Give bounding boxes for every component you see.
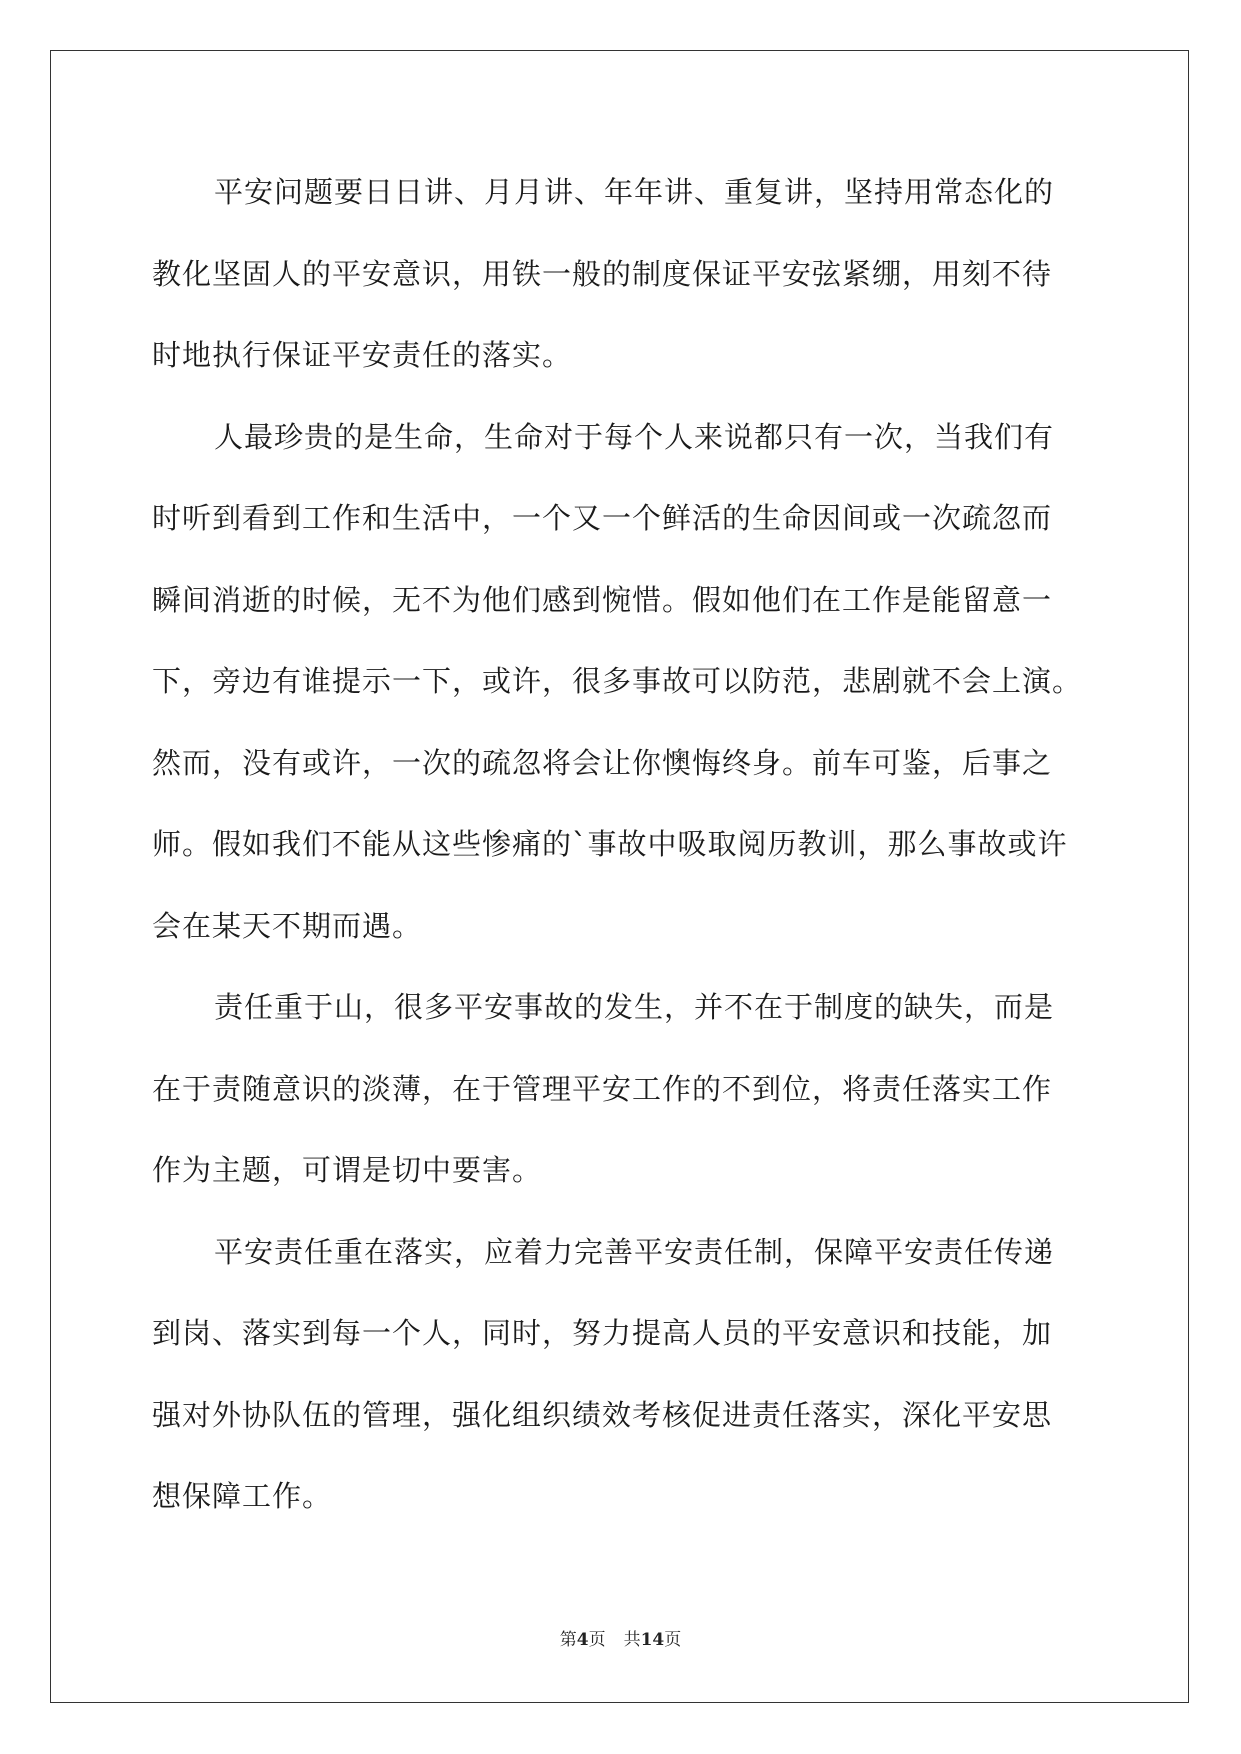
paragraph-1: 平安问题要日日讲、月月讲、年年讲、重复讲，坚持用常态化的 教化坚固人的平安意识，用铁一般的制度保证平安弦紧绷，用刻不待 时地执行保证平安责任的落实。 <box>152 175 1055 372</box>
current-page-number: 4 <box>576 1630 589 1650</box>
total-pages-prefix: 共 <box>623 1630 641 1650</box>
document-body <box>152 152 1092 1538</box>
paragraph-4: 平安责任重在落实，应着力完善平安责任制，保障平安责任传递 到岗、落实到每一个人，同时，努力提高人员的平安意识和技能，加 强对外协队伍的管理，强化组织绩效考核促进责任落实，深化平安思 想保障工作。 <box>152 1234 1055 1513</box>
total-pages-suffix: 页 <box>664 1630 682 1650</box>
page-footer <box>0 1625 1241 1650</box>
total-page-count: 14 <box>640 1630 665 1650</box>
paragraph-3: 责任重于山，很多平安事故的发生，并不在于制度的缺失，而是 在于责随意识的淡薄，在于管理平安工作的不到位，将责任落实工作 作为主题，可谓是切中要害。 <box>152 990 1055 1187</box>
paragraph-2: 人最珍贵的是生命，生命对于每个人来说都只有一次，当我们有 时听到看到工作和生活中，一个又一个鲜活的生命因间或一次疏忽而 瞬间消逝的时候，无不为他们感到惋惜。假如他们在工作是能留意一 下，旁边有谁提示一下，或许，很多事故可以防范，悲剧就不会上演。 然而，没有或许，一次的疏忽将会让你懊悔终身。前车可鉴，后事之 师。假如我们不能从这些惨痛的`事故中吸取阅历教训，那么事故或许 会在某天不期而遇。 <box>152 419 1083 943</box>
page-number-prefix: 第 <box>559 1630 577 1650</box>
page-number-suffix: 页 <box>588 1630 606 1650</box>
